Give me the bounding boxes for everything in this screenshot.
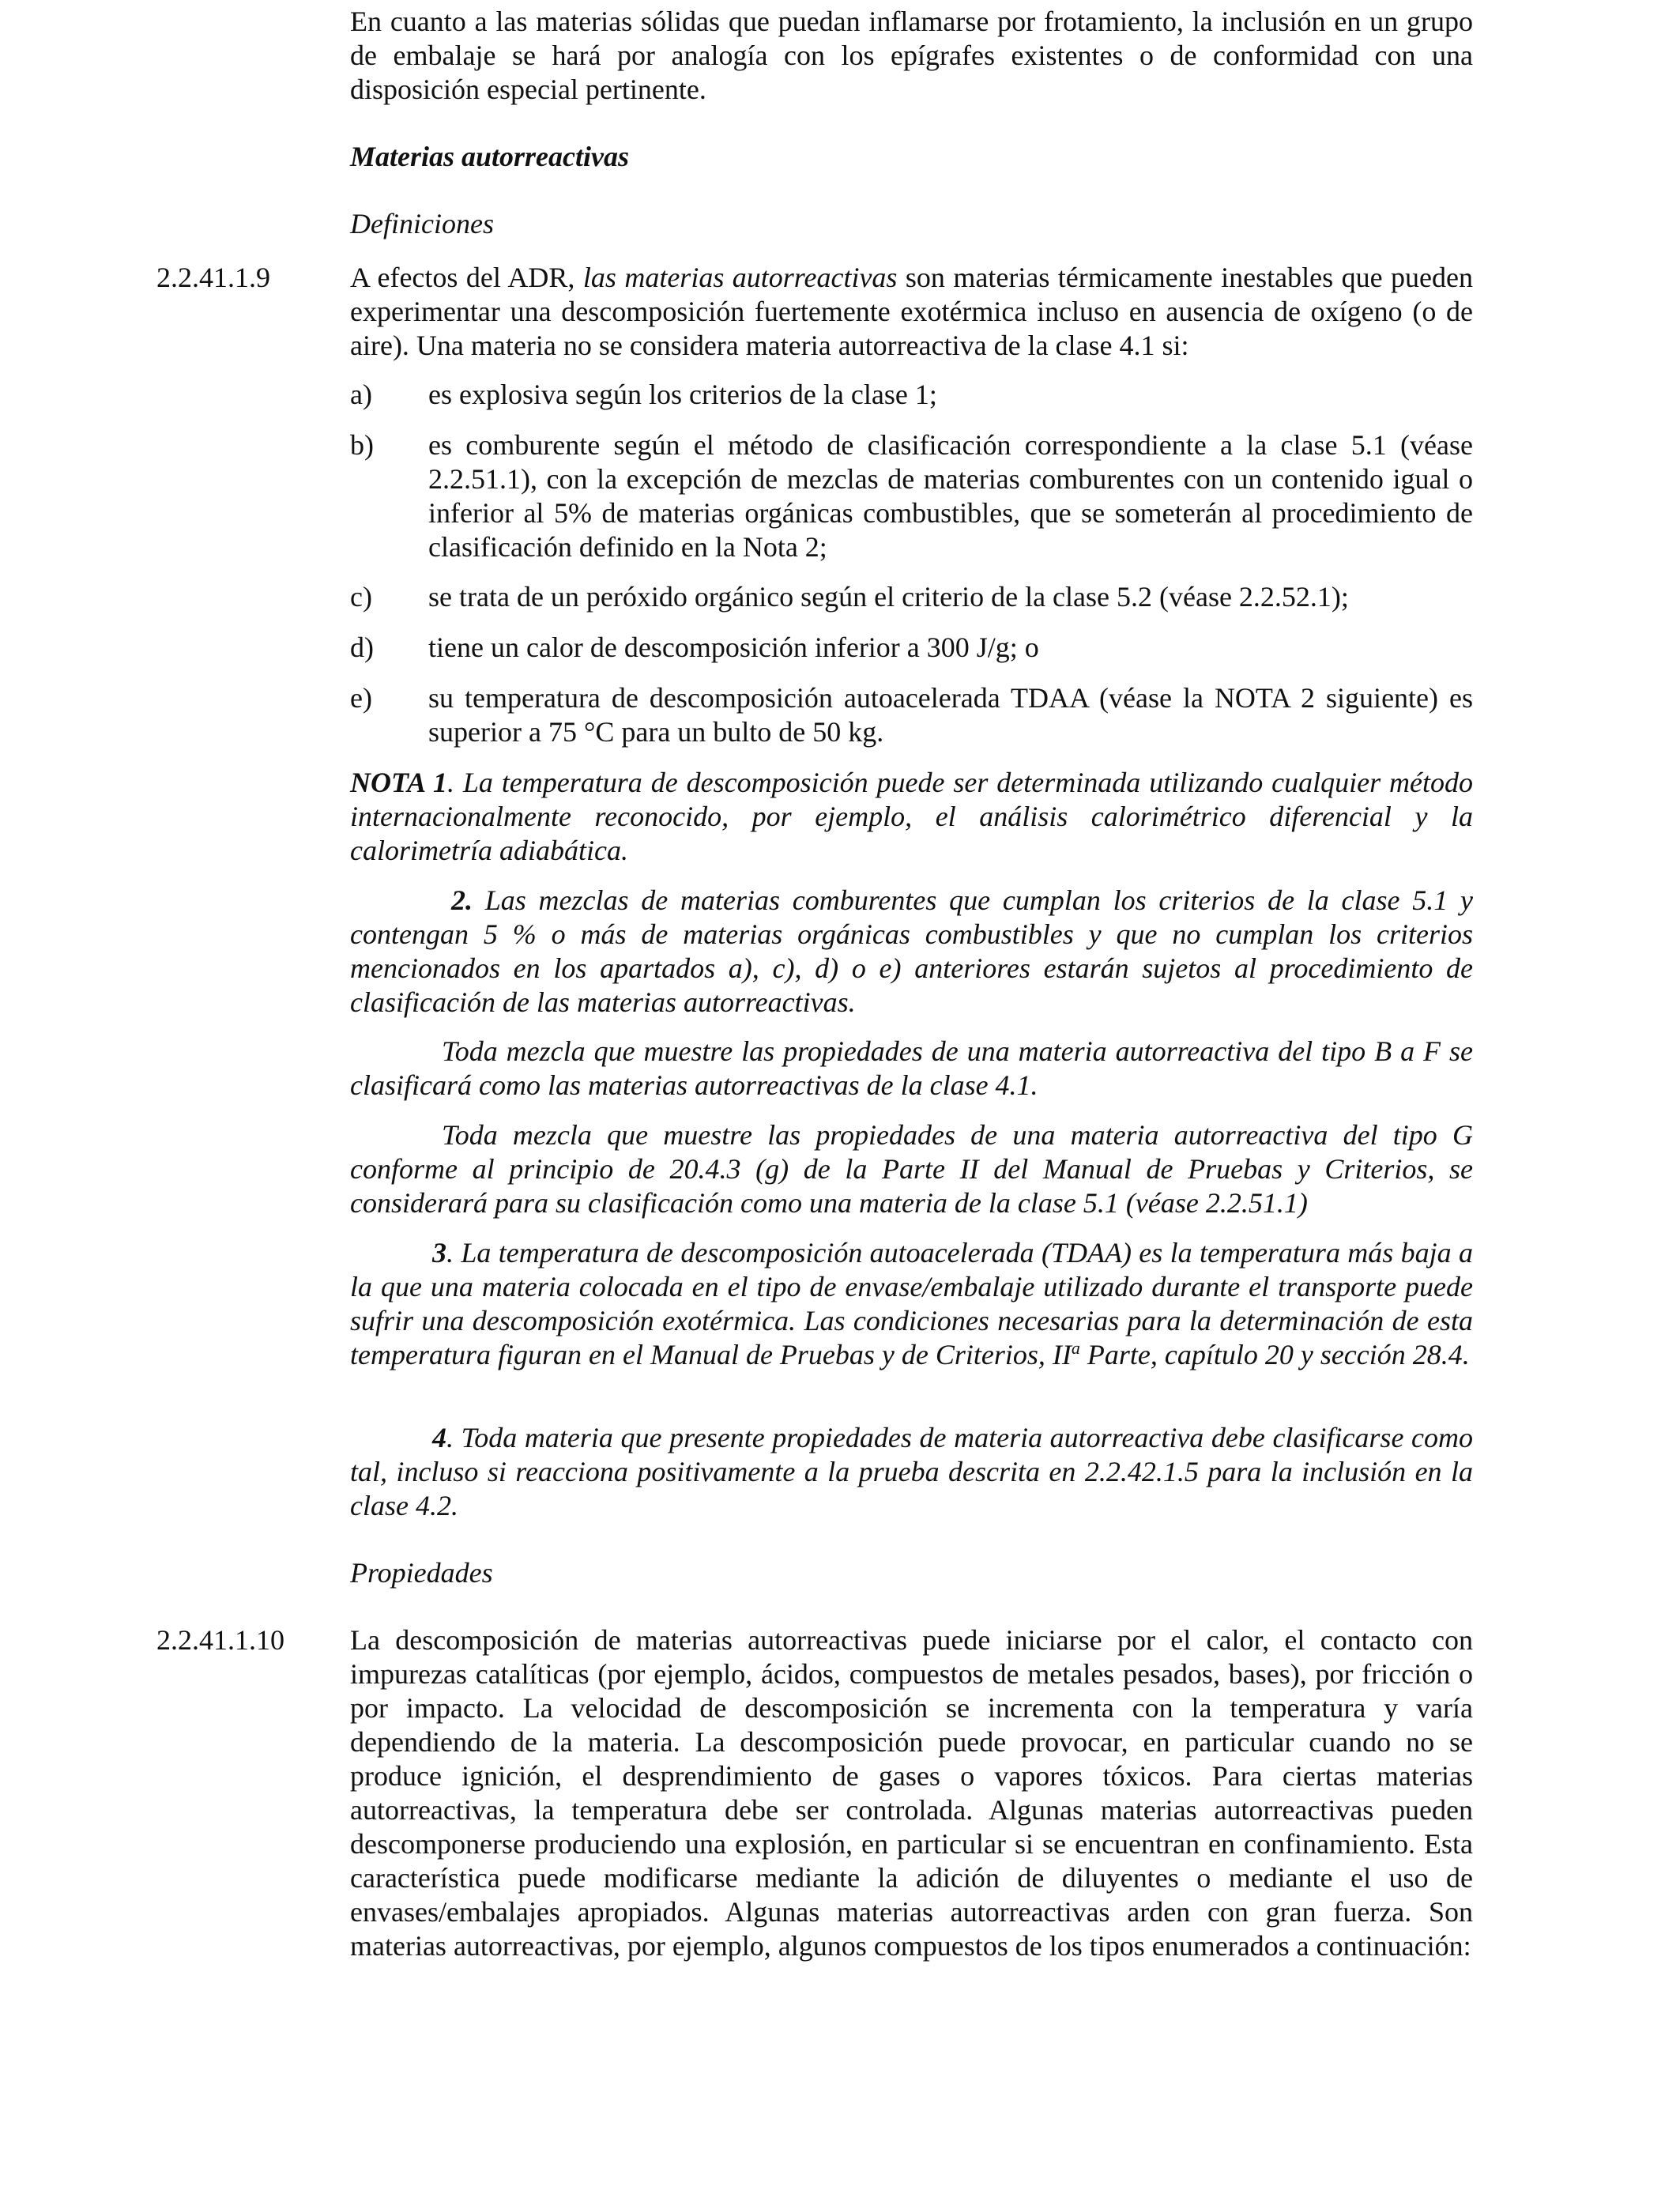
heading-materias-autorreactivas: Materias autorreactivas [350,141,630,172]
note-2-paragraph-3 [350,1118,1473,1220]
section-2-2-41-1-10-text: La descomposición de materias autorreactivas puede iniciarse por el calor, el contacto con impurezas catalíticas (por ejemplo, ácidos, compuestos de metales pesados, bases), por fricción o por impacto. La velocidad de descomposición se incrementa con la temperatura y varía dependiendo de la materia. La descomposición puede provocar, en particular cuando no se produce ignición, el desprendimiento de gases o vapores tóxicos. Para ciertas materias autorreactivas, la temperatura debe ser controlada. Algunas materias autorreactivas pueden descomponerse produciendo una explosión, en particular si se encuentran en confinamiento. Esta característica puede modificarse mediante la adición de diluyentes o mediante el uso de envases/embalajes apropiados. Algunas materias autorreactivas arden con gran fuerza. Son materias autorreactivas, por ejemplo, algunos compuestos de los tipos enumerados a continuación: [350,1624,1473,1962]
note-2-paragraph-2-text: Toda mezcla que muestre las propiedades de una materia autorreactiva del tipo B a F se clasificará como las materias autorreactivas de la clase 4.1. [350,1035,1473,1101]
list-item-letter-d: d) [350,631,374,663]
definition-text-start: A efectos del ADR, [350,262,583,293]
definition-term: las materias autorreactivas [582,262,898,293]
heading-definiciones: Definiciones [350,208,494,239]
note-4-label: 4 [432,1422,446,1453]
note-3-superscript: a [1071,1338,1080,1358]
list-item-letter-b: b) [350,429,374,461]
note-2 [350,884,1473,1020]
list-item-letter-e: e) [350,682,372,714]
section-number-2-2-41-1-9: 2.2.41.1.9 [156,262,270,293]
list-item-letter-a: a) [350,379,372,410]
list-item-letter-c: c) [350,581,372,613]
definition-text-end: son materias térmicamente inestables que pueden experimentar una descomposición fuertemente exotérmica incluso en ausencia de oxígeno (o de aire). Una materia no se considera materia autorreactiva de la clase 4.1 si: [350,262,1473,361]
note-2-paragraph-2 [350,1035,1473,1103]
note-2-label: 2. [451,884,473,916]
note-3-text: . La temperatura de descomposición autoacelerada (TDAA) es la temperatura más baja a la que una materia colocada en el tipo de envase/embalaje utilizado durante el transporte puede sufrir una descomposición exotérmica. Las condiciones necesarias para la determinación de esta temperatura figuran en el Manual de Pruebas y de Criterios, II [350,1237,1473,1370]
list-item-text-b: es comburente según el método de clasificación correspondiente a la clase 5.1 (véase 2.2.51.1), con la excepción de mezclas de materias comburentes con un contenido igual o inferior al 5% de materias orgánicas combustibles, que se someterán al procedimiento de clasificación definido en la Nota 2; [428,429,1473,563]
note-3 [350,1236,1473,1372]
section-number-2-2-41-1-10: 2.2.41.1.10 [156,1624,284,1656]
heading-propiedades: Propiedades [350,1557,493,1589]
list-item-text-c: se trata de un peróxido orgánico según el criterio de la clase 5.2 (véase 2.2.52.1); [428,581,1349,613]
intro-paragraph: En cuanto a las materias sólidas que puedan inflamarse por frotamiento, la inclusión en un grupo de embalaje se hará por analogía con los epígrafes existentes o de conformidad con una disposición especial pertinente. [350,6,1473,105]
note-3-text-end: Parte, capítulo 20 y sección 28.4. [1079,1339,1470,1370]
note-1-label: NOTA 1 [350,767,447,798]
note-1-text: . La temperatura de descomposición puede ser determinada utilizando cualquier método internacionalmente reconocido, por ejemplo, el análisis calorimétrico diferencial y la calorimetría adiabática. [350,767,1473,866]
note-2-paragraph-3-text: Toda mezcla que muestre las propiedades de una materia autorreactiva del tipo G conforme al principio de 20.4.3 (g) de la Parte II del Manual de Pruebas y Criterios, se considerará para su clasificación como una materia de la clase 5.1 (véase 2.2.51.1) [350,1119,1473,1219]
note-4-text: . Toda materia que presente propiedades de materia autorreactiva debe clasificarse como tal, incluso si reacciona positivamente a la prueba descrita en 2.2.42.1.5 para la inclusión en la clase 4.2. [350,1422,1473,1521]
note-3-label: 3 [432,1237,446,1269]
section-2-2-41-1-9-text [350,261,1473,363]
note-4 [350,1421,1473,1523]
list-item-text-a: es explosiva según los criterios de la clase 1; [428,379,937,410]
list-item-text-d: tiene un calor de descomposición inferior a 300 J/g; o [428,631,1039,663]
list-item-text-e: su temperatura de descomposición autoacelerada TDAA (véase la NOTA 2 siguiente) es superior a 75 °C para un bulto de 50 kg. [428,682,1473,748]
note-1 [350,766,1473,868]
note-2-text: Las mezclas de materias comburentes que cumplan los criterios de la clase 5.1 y contengan 5 % o más de materias orgánicas combustibles y que no cumplan los criterios mencionados en los apartados a), c), d) o e) anteriores estarán sujetos al procedimiento de clasificación de las materias autorreactivas. [350,884,1473,1018]
